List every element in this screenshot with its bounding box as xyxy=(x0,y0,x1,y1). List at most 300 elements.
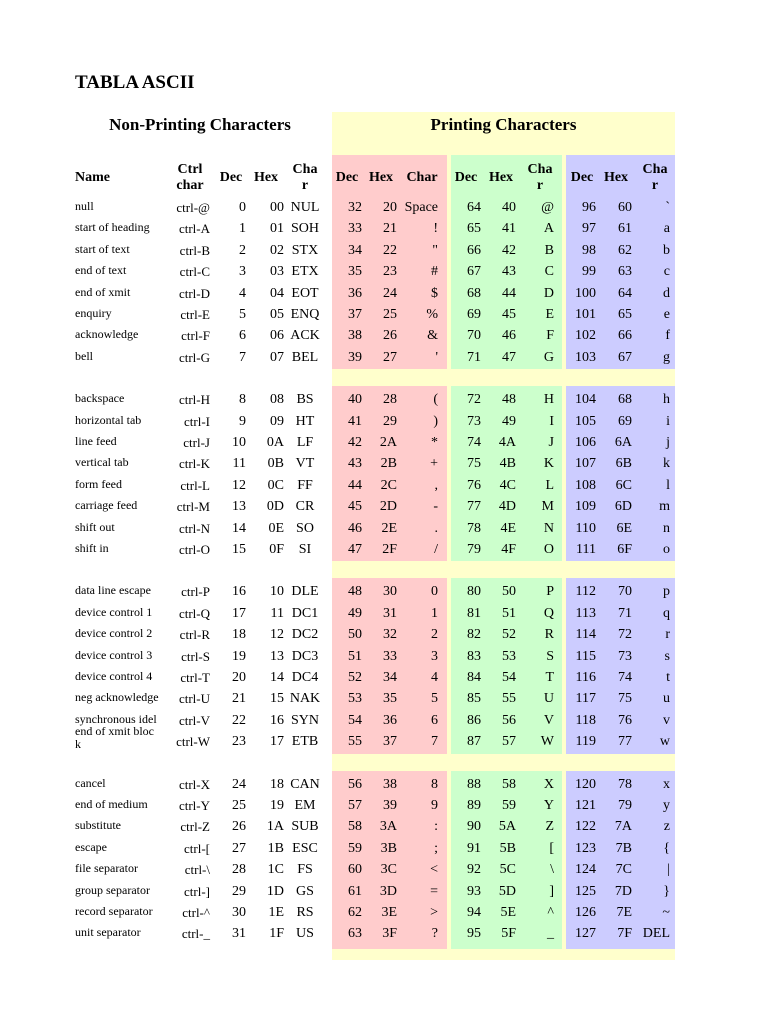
blue-char: e xyxy=(663,307,670,322)
pink-dec: 56 xyxy=(348,776,362,792)
row-dec: 10 xyxy=(232,435,246,450)
green-char: @ xyxy=(541,200,554,215)
blue-dec: 125 xyxy=(575,883,596,899)
blue-char: } xyxy=(663,883,670,899)
pink-char: $ xyxy=(431,285,438,301)
blue-char: f xyxy=(665,328,670,344)
row-hex: 0C xyxy=(267,477,284,493)
pink-dec: 57 xyxy=(348,798,362,813)
row-char: FS xyxy=(297,862,313,878)
printing-section-header: Printing Characters xyxy=(430,115,577,134)
row-ctrl: ctrl-Q xyxy=(178,605,210,621)
pink-char: ? xyxy=(431,926,438,942)
pink-char: 7 xyxy=(431,734,438,750)
blue-char: s xyxy=(664,648,670,664)
pink-hex: 28 xyxy=(383,392,397,408)
green-dec: 92 xyxy=(467,862,481,878)
blue-dec: 103 xyxy=(575,349,596,365)
row-dec: 29 xyxy=(232,883,246,899)
row-hex: 12 xyxy=(270,627,284,643)
row-hex: 14 xyxy=(270,670,284,685)
row-ctrl: ctrl-A xyxy=(178,221,210,237)
row-name: unit separator xyxy=(75,925,141,940)
row-hex: 0A xyxy=(266,435,284,450)
pink-hex: 23 xyxy=(383,264,397,280)
pink-char: = xyxy=(430,883,438,899)
green-char: W xyxy=(540,734,554,750)
blue-hex: 6C xyxy=(615,477,632,493)
row-hex: 11 xyxy=(270,605,284,621)
blue-char: u xyxy=(663,691,670,707)
blue-dec: 122 xyxy=(575,819,596,835)
row-char: ACK xyxy=(290,328,320,344)
row-char: ESC xyxy=(292,840,318,856)
row-name: substitute xyxy=(75,818,122,833)
blue-char: d xyxy=(663,285,670,301)
blue-char: q xyxy=(663,605,670,621)
green-dec: 74 xyxy=(467,435,481,450)
row-ctrl: ctrl-N xyxy=(178,520,210,536)
blue-char: g xyxy=(663,349,670,365)
blue-hex: 69 xyxy=(618,413,632,429)
row-ctrl: ctrl-E xyxy=(180,307,210,322)
row-dec: 9 xyxy=(239,413,246,429)
blue-hex: 77 xyxy=(618,734,632,750)
green-dec: 94 xyxy=(467,905,481,920)
green-dec: 87 xyxy=(467,734,481,750)
blue-dec: 114 xyxy=(575,627,596,643)
blue-char: v xyxy=(663,712,670,728)
row-dec: 18 xyxy=(232,627,246,643)
blue-hex: 60 xyxy=(618,200,632,215)
row-ctrl: ctrl-R xyxy=(179,627,210,643)
row-char: US xyxy=(296,926,314,942)
row-ctrl: ctrl-D xyxy=(178,285,210,301)
row-ctrl: ctrl-U xyxy=(178,691,210,707)
row-dec: 5 xyxy=(239,307,246,322)
blue-hex: 7B xyxy=(615,840,632,856)
row-char: DC3 xyxy=(291,648,319,664)
row-char: STX xyxy=(291,242,319,258)
row-ctrl: ctrl-I xyxy=(184,413,210,429)
pink-dec: 36 xyxy=(348,285,362,301)
blue-hex: 6A xyxy=(614,435,632,450)
green-char: X xyxy=(543,776,554,792)
green-char: Q xyxy=(543,605,554,621)
green-hex: 5B xyxy=(499,840,516,856)
row-hex: 1C xyxy=(267,862,284,878)
blue-hex: 62 xyxy=(618,242,632,258)
pink-dec: 33 xyxy=(348,221,362,237)
row-char: SO xyxy=(296,520,314,536)
green-hex: 51 xyxy=(502,605,516,621)
pink-dec: 61 xyxy=(348,883,362,899)
pink-dec: 55 xyxy=(348,734,362,750)
row-char: SI xyxy=(298,542,312,557)
pink-hex: 27 xyxy=(383,349,397,365)
blue-hex: 64 xyxy=(618,285,632,301)
pink-hex: 22 xyxy=(383,242,397,258)
green-char: O xyxy=(543,542,554,557)
pink-char: 4 xyxy=(431,670,438,685)
green-dec: 71 xyxy=(467,349,481,365)
green-hex: 56 xyxy=(502,712,516,728)
pink-char: 1 xyxy=(431,605,438,621)
row-name: device control 2 xyxy=(75,626,153,641)
blue-hex: 7F xyxy=(617,926,632,942)
green-char: U xyxy=(543,691,554,707)
blue-char: o xyxy=(663,542,670,557)
header-dec: Dec xyxy=(570,170,594,185)
pink-char: * xyxy=(431,435,438,450)
page-title: TABLA ASCII xyxy=(75,72,195,93)
green-hex: 5C xyxy=(499,862,516,878)
pink-char: 6 xyxy=(431,712,438,728)
pink-dec: 38 xyxy=(348,328,362,344)
blue-char: ` xyxy=(665,200,670,215)
pink-hex: 31 xyxy=(383,605,397,621)
row-hex: 08 xyxy=(270,392,284,408)
blue-char: w xyxy=(659,734,670,750)
row-char: NAK xyxy=(289,691,321,707)
green-dec: 88 xyxy=(467,776,481,792)
pink-hex: 2A xyxy=(379,435,397,450)
pink-dec: 49 xyxy=(348,605,362,621)
pink-dec: 35 xyxy=(348,264,362,280)
pink-hex: 34 xyxy=(383,670,397,685)
row-hex: 18 xyxy=(270,776,284,792)
blue-hex: 6B xyxy=(615,456,632,472)
pink-char: , xyxy=(434,477,438,493)
row-dec: 0 xyxy=(239,200,246,215)
blue-dec: 96 xyxy=(582,200,596,215)
row-dec: 26 xyxy=(232,819,246,835)
green-char: T xyxy=(545,670,554,685)
row-dec: 13 xyxy=(232,499,246,515)
row-char: SOH xyxy=(290,221,319,237)
pink-hex: 3B xyxy=(380,840,397,856)
blue-hex: 70 xyxy=(618,584,632,600)
pink-dec: 41 xyxy=(348,413,362,429)
pink-dec: 51 xyxy=(348,648,362,664)
pink-dec: 59 xyxy=(348,840,362,856)
blue-dec: 105 xyxy=(575,413,596,429)
pink-char: . xyxy=(434,520,438,536)
row-hex: 05 xyxy=(270,307,284,322)
row-ctrl: ctrl-C xyxy=(179,264,210,280)
blue-char: l xyxy=(666,477,670,493)
row-ctrl: ctrl-G xyxy=(178,349,210,365)
blue-hex: 7D xyxy=(614,883,632,899)
row-name: enquiry xyxy=(75,306,112,320)
pink-dec: 45 xyxy=(348,499,362,515)
blue-hex: 7C xyxy=(615,862,632,878)
row-char: CR xyxy=(295,499,315,515)
pink-hex: 25 xyxy=(383,307,397,322)
row-dec: 4 xyxy=(239,285,246,301)
row-ctrl: ctrl-F xyxy=(181,328,210,344)
blue-hex: 68 xyxy=(618,392,632,408)
pink-hex: 2D xyxy=(379,499,397,515)
blue-dec: 120 xyxy=(575,776,596,792)
blue-char: k xyxy=(663,456,670,472)
pink-char: + xyxy=(430,456,438,472)
green-hex: 4F xyxy=(501,542,516,557)
pink-char: & xyxy=(427,328,438,344)
pink-dec: 40 xyxy=(348,392,362,408)
pink-hex: 2E xyxy=(381,520,397,536)
row-dec: 6 xyxy=(239,328,246,344)
blue-hex: 7E xyxy=(616,905,632,920)
green-hex: 42 xyxy=(502,242,516,258)
row-char: SYN xyxy=(290,712,319,728)
row-hex: 06 xyxy=(270,328,284,344)
pink-char: 8 xyxy=(431,776,438,792)
row-ctrl: ctrl-T xyxy=(180,670,210,685)
row-ctrl: ctrl-Z xyxy=(180,819,210,835)
green-char: J xyxy=(548,435,554,450)
row-name: backspace xyxy=(75,391,125,406)
blue-hex: 67 xyxy=(618,349,632,365)
row-dec: 28 xyxy=(232,862,246,878)
green-hex: 54 xyxy=(502,670,516,685)
header-char: Char xyxy=(406,170,438,185)
green-dec: 93 xyxy=(467,883,481,899)
blue-dec: 98 xyxy=(582,242,596,258)
row-hex: 15 xyxy=(270,691,284,707)
row-dec: 31 xyxy=(232,926,246,942)
row-char: ETX xyxy=(291,264,319,280)
row-char: SUB xyxy=(291,819,319,835)
blue-dec: 118 xyxy=(575,712,596,728)
row-name: end of xmit bloc k xyxy=(75,724,154,752)
blue-dec: 121 xyxy=(575,798,596,813)
green-dec: 78 xyxy=(467,520,481,536)
row-hex: 01 xyxy=(270,221,284,237)
blue-char: a xyxy=(663,221,670,237)
pink-hex: 3D xyxy=(379,883,397,899)
green-dec: 81 xyxy=(467,605,481,621)
pink-char: ; xyxy=(434,840,438,856)
blue-hex: 74 xyxy=(618,670,632,685)
green-hex: 5F xyxy=(501,926,516,942)
green-dec: 69 xyxy=(467,307,481,322)
row-char: DC4 xyxy=(291,670,319,685)
blue-char: y xyxy=(663,798,670,813)
pink-hex: 3E xyxy=(381,905,397,920)
row-hex: 1F xyxy=(269,926,284,942)
green-dec: 86 xyxy=(467,712,481,728)
green-char: ] xyxy=(549,883,554,899)
pink-hex: 20 xyxy=(383,200,397,215)
blue-dec: 102 xyxy=(575,328,596,344)
green-hex: 40 xyxy=(502,200,516,215)
pink-dec: 44 xyxy=(348,477,362,493)
row-name: device control 3 xyxy=(75,647,153,662)
green-dec: 91 xyxy=(467,840,481,856)
row-ctrl: ctrl-Y xyxy=(178,798,210,813)
row-char: HT xyxy=(295,413,315,429)
row-name: vertical tab xyxy=(75,455,129,470)
blue-char: z xyxy=(663,819,670,835)
green-dec: 90 xyxy=(467,819,481,835)
pink-char: ( xyxy=(433,392,438,408)
row-name: form feed xyxy=(75,476,122,491)
row-ctrl: ctrl-M xyxy=(176,499,210,515)
blue-hex: 79 xyxy=(618,798,632,813)
blue-dec: 101 xyxy=(575,307,596,322)
row-ctrl: ctrl-O xyxy=(178,542,210,557)
blue-char: r xyxy=(665,627,670,643)
green-dec: 77 xyxy=(467,499,481,515)
row-name: horizontal tab xyxy=(75,412,142,427)
blue-char: t xyxy=(666,670,670,685)
blue-char: n xyxy=(663,520,670,536)
row-char: EM xyxy=(294,798,316,813)
pink-dec: 47 xyxy=(348,542,362,557)
green-char: G xyxy=(543,349,554,365)
row-char: RS xyxy=(296,905,314,920)
pink-char: ! xyxy=(433,221,438,237)
pink-dec: 46 xyxy=(348,520,362,536)
blue-char: p xyxy=(663,584,670,600)
row-name: file separator xyxy=(75,861,138,876)
row-dec: 23 xyxy=(232,734,246,750)
green-hex: 5A xyxy=(498,819,516,835)
green-hex: 53 xyxy=(502,648,516,664)
blue-dec: 117 xyxy=(575,691,596,707)
blue-dec: 99 xyxy=(582,264,596,280)
green-char: K xyxy=(543,456,554,472)
row-hex: 13 xyxy=(270,648,284,664)
green-dec: 85 xyxy=(467,691,481,707)
blue-dec: 110 xyxy=(575,520,596,536)
pink-hex: 35 xyxy=(383,691,397,707)
row-dec: 7 xyxy=(239,349,246,365)
row-ctrl: ctrl-V xyxy=(178,712,210,728)
blue-hex: 7A xyxy=(614,819,632,835)
row-char: CAN xyxy=(290,776,320,792)
row-dec: 3 xyxy=(239,264,246,280)
green-char: P xyxy=(546,584,554,600)
green-char: R xyxy=(544,627,554,643)
row-char: ETB xyxy=(291,734,319,750)
green-char: N xyxy=(543,520,554,536)
blue-hex: 65 xyxy=(618,307,632,322)
row-dec: 24 xyxy=(232,776,246,792)
row-hex: 07 xyxy=(270,349,284,365)
row-dec: 25 xyxy=(232,798,246,813)
row-char: ENQ xyxy=(290,307,320,322)
pink-dec: 42 xyxy=(348,435,362,450)
pink-hex: 30 xyxy=(383,584,397,600)
row-dec: 21 xyxy=(232,691,246,707)
row-dec: 17 xyxy=(232,605,246,621)
row-char: LF xyxy=(296,435,314,450)
blue-hex: 72 xyxy=(618,627,632,643)
green-char: E xyxy=(545,307,554,322)
pink-dec: 53 xyxy=(348,691,362,707)
row-hex: 1A xyxy=(266,819,284,835)
pink-hex: 3A xyxy=(379,819,397,835)
green-dec: 76 xyxy=(467,477,481,493)
blue-char: h xyxy=(663,392,670,408)
blue-char: DEL xyxy=(642,926,670,942)
green-hex: 5D xyxy=(498,883,516,899)
blue-dec: 108 xyxy=(575,477,596,493)
row-hex: 10 xyxy=(270,584,284,600)
header-hex: Hex xyxy=(488,170,514,185)
blue-char: i xyxy=(666,413,670,429)
pink-hex: 2C xyxy=(380,477,397,493)
pink-hex: 37 xyxy=(383,734,397,750)
row-name: bell xyxy=(75,348,93,363)
green-dec: 89 xyxy=(467,798,481,813)
green-char: Y xyxy=(543,798,554,813)
row-name: start of heading xyxy=(75,220,150,235)
row-ctrl: ctrl-S xyxy=(181,648,210,664)
green-hex: 55 xyxy=(502,691,516,707)
header-dec: Dec xyxy=(454,170,478,185)
row-hex: 03 xyxy=(270,264,284,280)
blue-hex: 63 xyxy=(618,264,632,280)
row-hex: 16 xyxy=(270,712,284,728)
row-name: line feed xyxy=(75,434,117,448)
green-char: M xyxy=(541,499,554,515)
row-name: device control 1 xyxy=(75,604,153,619)
row-name: record separator xyxy=(75,904,153,918)
row-dec: 11 xyxy=(232,456,246,472)
non-printing-section-header: Non-Printing Characters xyxy=(109,115,291,134)
green-char: A xyxy=(543,221,554,237)
row-hex: 0E xyxy=(268,520,284,536)
pink-dec: 37 xyxy=(348,307,362,322)
green-char: I xyxy=(549,413,554,429)
pink-hex: 3F xyxy=(382,926,397,942)
green-hex: 45 xyxy=(502,307,516,322)
green-dec: 80 xyxy=(467,584,481,600)
blue-hex: 66 xyxy=(618,328,632,344)
blue-dec: 100 xyxy=(575,285,596,301)
green-hex: 4C xyxy=(499,477,516,493)
row-hex: 0B xyxy=(267,456,284,472)
row-name: group separator xyxy=(75,882,150,897)
row-name: end of medium xyxy=(75,797,148,811)
row-dec: 27 xyxy=(232,840,246,856)
pink-dec: 60 xyxy=(348,862,362,878)
blue-char: x xyxy=(663,776,670,792)
pink-dec: 43 xyxy=(348,456,362,472)
pink-char: 5 xyxy=(431,691,438,707)
pink-hex: 26 xyxy=(383,328,397,344)
green-hex: 5E xyxy=(500,905,516,920)
row-char: FF xyxy=(297,477,313,493)
blue-hex: 6F xyxy=(617,542,632,557)
green-char: L xyxy=(545,477,554,493)
pink-char: % xyxy=(426,307,438,322)
row-name: cancel xyxy=(75,775,106,790)
green-hex: 52 xyxy=(502,627,516,643)
pink-dec: 48 xyxy=(348,584,362,600)
row-ctrl: ctrl-J xyxy=(183,435,210,450)
green-hex: 48 xyxy=(502,392,516,408)
row-ctrl: ctrl-P xyxy=(181,584,210,600)
pink-char: Space xyxy=(404,200,438,215)
header-hex: Hex xyxy=(253,170,279,185)
row-ctrl: ctrl-\ xyxy=(184,862,210,878)
row-dec: 22 xyxy=(232,712,246,728)
blue-hex: 71 xyxy=(618,605,632,621)
